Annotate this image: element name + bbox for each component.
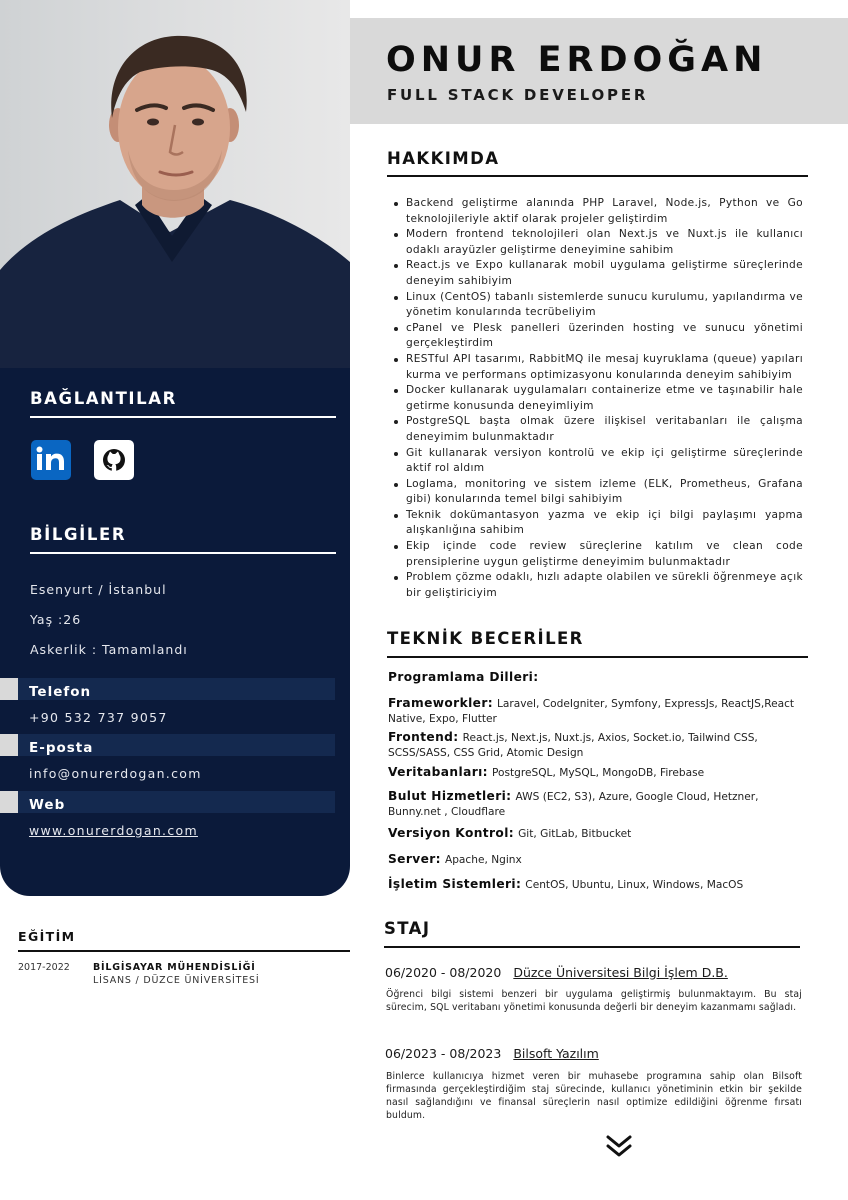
web-link[interactable]: www.onurerdogan.com	[29, 823, 198, 838]
internship-2-description: Binlerce kullanıcıya hizmet veren bir muhasebe programına sahip olan Bilsoft firmasında gerçekleştirdiğim staj sürecinde, kullanıcı yönetiminin etkin bir şekilde nasıl sağlandığını ve finansal süreçlerin nasıl optimize edildiğini öğrenme fırsatı buldum.	[386, 1071, 802, 1121]
skills-divider	[387, 656, 808, 658]
education-degree: BİLGİSAYAR MÜHENDİSLİĞİ	[93, 962, 256, 973]
internship-2-header	[385, 1046, 599, 1061]
skill-value: Apache, Nginx	[444, 854, 522, 866]
skill-value: PostgreSQL, MySQL, MongoDB, Firebase	[491, 767, 705, 779]
list-item: React.js ve Expo kullanarak mobil uygulama geliştirme süreçlerinde deneyim sahibiyim	[392, 258, 803, 289]
internship-1-description: Öğrenci bilgi sistemi benzeri bir uygulama geliştirmiş bulunmaktayım. Bu staj sürecim, SQL veritabanı yönetimi konusunda değerli bir deneyim kazanmamı sağladı.	[386, 989, 802, 1013]
list-item: Backend geliştirme alanında PHP Laravel, Node.js, Python ve Go teknolojileriyle aktif olarak projeler geliştirdim	[392, 196, 803, 227]
list-item: Loglama, monitoring ve sistem izleme (ELK, Prometheus, Grafana gibi) konularında temel bilgi sahibiyim	[392, 477, 803, 508]
skill-cloud	[388, 789, 812, 819]
internship-divider	[384, 946, 800, 948]
skill-value: Laravel, CodeIgniter, Symfony, ExpressJs, ReactJS,React Native, Expo, Flutter	[388, 698, 795, 725]
contact-bar-web	[18, 791, 335, 813]
list-item: cPanel ve Plesk panelleri üzerinden hosting ve sunucu yönetimi gerçekleştirdim	[392, 321, 803, 352]
portrait-illustration	[0, 0, 350, 368]
skill-value: React.js, Next.js, Nuxt.js, Axios, Socket.io, Tailwind CSS, SCSS/SASS, CSS Grid, Atomic Design	[388, 732, 758, 759]
contact-tab-email	[0, 734, 18, 756]
links-heading: BAĞLANTILAR	[30, 389, 177, 408]
skill-label: İşletim Sistemleri:	[388, 877, 522, 891]
links-divider	[30, 416, 336, 418]
full-name: ONUR ERDOĞAN	[386, 40, 768, 80]
email-label: E-posta	[29, 740, 94, 756]
email-value[interactable]: info@onurerdogan.com	[29, 766, 202, 781]
list-item: Problem çözme odaklı, hızlı adapte olabilen ve sürekli öğrenmeye açık bir geliştiriciyim	[392, 570, 803, 601]
list-item: RESTful API tasarımı, RabbitMQ ile mesaj kuyruklama (queue) yapıları kurma ve performans optimizasyonu konularında deneyim sahibiyim	[392, 352, 803, 383]
skill-frontend	[388, 730, 812, 760]
github-icon[interactable]	[94, 440, 134, 480]
info-age: Yaş :26	[30, 612, 82, 627]
skill-os	[388, 877, 812, 893]
about-list	[392, 196, 803, 601]
web-label: Web	[29, 797, 66, 813]
skill-label: Server:	[388, 852, 441, 866]
job-title: FULL STACK DEVELOPER	[387, 86, 649, 104]
linkedin-icon[interactable]	[31, 440, 71, 480]
name-header	[350, 18, 848, 124]
phone-value[interactable]: +90 532 737 9057	[29, 710, 168, 725]
info-military: Askerlik : Tamamlandı	[30, 642, 188, 657]
skill-value: CentOS, Ubuntu, Linux, Windows, MacOS	[525, 879, 744, 891]
list-item: Ekip içinde code review süreçlerine katılım ve clean code prensiplerine uygun geliştirme deneyimim bulunmaktadır	[392, 539, 803, 570]
list-item: Git kullanarak versiyon kontrolü ve ekip içi geliştirme süreçlerinde aktif rol aldım	[392, 446, 803, 477]
list-item: PostgreSQL başta olmak üzere ilişkisel veritabanları ile çalışma deneyimim bulunmaktadır	[392, 414, 803, 445]
double-chevron-down-icon[interactable]	[604, 1134, 634, 1160]
skill-label: Programlama Dilleri:	[388, 670, 539, 684]
skill-label: Versiyon Kontrol:	[388, 826, 515, 840]
skill-label: Bulut Hizmetleri:	[388, 789, 512, 803]
skill-version-control	[388, 826, 812, 842]
skill-label: Veritabanları:	[388, 765, 488, 779]
about-divider	[387, 175, 808, 177]
skill-label: Frameworkler:	[388, 696, 494, 710]
contact-tab-web	[0, 791, 18, 813]
skill-server	[388, 852, 812, 868]
phone-label: Telefon	[29, 684, 92, 700]
list-item: Modern frontend teknolojileri olan Next.js ve Nuxt.js ile kullanıcı odaklı arayüzler geliştirme deneyimine sahibim	[392, 227, 803, 258]
internship-2-org[interactable]: Bilsoft Yazılım	[513, 1046, 599, 1061]
skill-databases	[388, 765, 812, 781]
skills-heading: TEKNİK BECERİLER	[387, 629, 584, 648]
contact-tab-phone	[0, 678, 18, 700]
info-divider	[30, 552, 336, 554]
skill-languages	[388, 670, 812, 686]
internship-1-org[interactable]: Düzce Üniversitesi Bilgi İşlem D.B.	[513, 965, 728, 980]
skill-frameworks	[388, 696, 812, 726]
info-location: Esenyurt / İstanbul	[30, 582, 167, 597]
education-level: LİSANS / DÜZCE ÜNİVERSİTESİ	[93, 975, 260, 986]
list-item: Teknik dokümantasyon yazma ve ekip içi bilgi paylaşımı yapma alışkanlığına sahibim	[392, 508, 803, 539]
list-item: Docker kullanarak uygulamaları containerize etme ve taşınabilir hale getirme konusunda deneyimliyim	[392, 383, 803, 414]
skill-value: AWS (EC2, S3), Azure, Google Cloud, Hetzner, Bunny.net , Cloudflare	[388, 791, 759, 818]
skill-label: Frontend:	[388, 730, 459, 744]
internship-heading: STAJ	[384, 919, 431, 938]
profile-photo	[0, 0, 350, 368]
info-heading: BİLGİLER	[30, 525, 127, 544]
internship-2-dates: 06/2023 - 08/2023	[385, 1046, 502, 1061]
education-years: 2017-2022	[18, 962, 70, 973]
internship-1-header	[385, 965, 728, 980]
education-heading: EĞİTİM	[18, 929, 76, 944]
about-heading: HAKKIMDA	[387, 149, 500, 168]
list-item: Linux (CentOS) tabanlı sistemlerde sunucu kurulumu, yapılandırma ve yönetim konularında tecrübeliyim	[392, 290, 803, 321]
internship-1-dates: 06/2020 - 08/2020	[385, 965, 502, 980]
skill-value: Git, GitLab, Bitbucket	[518, 828, 632, 840]
education-divider	[18, 950, 350, 952]
